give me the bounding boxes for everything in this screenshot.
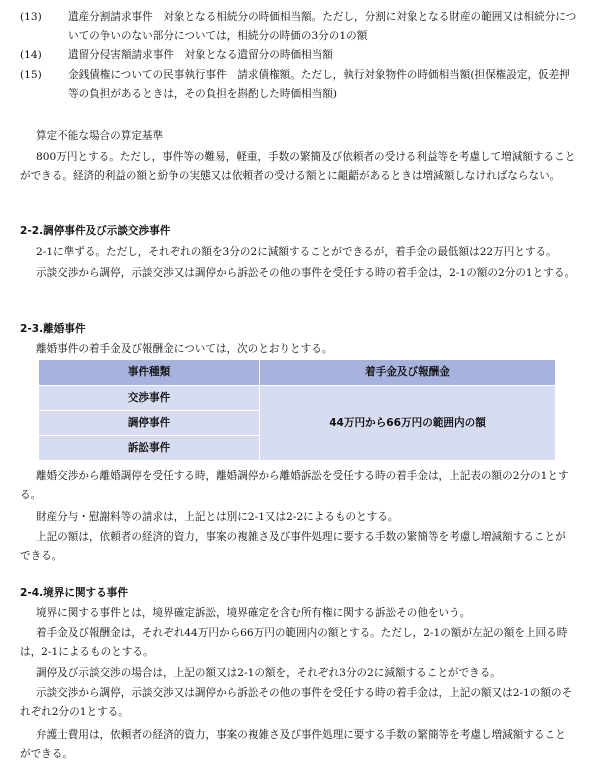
paragraph: 調停及び示談交渉の場合は，上記の額又は2-1の額を，それぞれ3分の2に減額することができる。 (36, 667, 501, 679)
paragraph: 離婚交渉から離婚調停を受任する時，離婚調停から離婚訴訟を受任する時の着手金は，上記表の額の2分の1とする。 (20, 470, 569, 501)
table-header-case-type: 事件種類 (39, 360, 260, 386)
section-heading-2-3: 2-3.離婚事件 (20, 323, 86, 335)
item-number: (15) (20, 69, 42, 81)
item-text: 遺留分侵害額請求事件 対象となる遺留分の時価相当額 (68, 49, 333, 61)
table-cell-case-type: 交渉事件 (39, 386, 260, 411)
table-cell-case-type: 訴訟事件 (39, 436, 260, 461)
paragraph: 財産分与・慰謝料等の請求は，上記とは別に2-1又は2-2によるものとする。 (36, 511, 399, 523)
paragraph: 境界に関する事件とは，境界確定訴訟，境界確定を含む所有権に関する訴訟その他をいう。 (36, 607, 471, 619)
table-cell-case-type: 調停事件 (39, 411, 260, 436)
paragraph: 離婚事件の着手金及び報酬金については，次のとおりとする。 (36, 343, 333, 355)
table-header-fee: 着手金及び報酬金 (260, 360, 556, 386)
item-text: 遺産分割請求事件 対象となる相続分の時価相当額。ただし，分割に対象となる財産の範囲又は相続分についての争いのない部分については，相続分の時価の3分の1の額 (68, 11, 577, 42)
paragraph: 2-1に準ずる。ただし，それぞれの額を3分の2に減額することができるが，着手金の最低額は22万円とする。 (36, 246, 557, 258)
table-cell-fee: 44万円から66万円の範囲内の額 (260, 386, 556, 461)
unassessable-text: 800万円とする。ただし，事件等の難易，軽重，手数の繁簡及び依頼者の受ける利益等を考慮して増減額することができる。経済的利益の額と紛争の実態又は依頼者の受ける額とに齟齬があるときは増減額しなければならない。 (20, 151, 576, 182)
paragraph: 示談交渉から調停，示談交渉又は調停から訴訟その他の事件を受任する時の着手金は，2-1の額の2分の1とする。 (36, 267, 576, 279)
paragraph: 上記の額は，依頼者の経済的資力，事案の複雑さ及び事件処理に要する手数の繁簡等を考慮し増減額することができる。 (20, 531, 566, 562)
section-heading-2-2: 2-2.調停事件及び示談交渉事件 (20, 225, 171, 237)
fee-table (38, 359, 556, 461)
table-row (39, 386, 556, 411)
item-text: 金銭債権についての民事執行事件 請求債権額。ただし，執行対象物件の時価相当額(担保権設定，仮差押等の負担があるときは，その負担を斟酌した時価相当額) (68, 69, 570, 100)
paragraph: 示談交渉から調停，示談交渉又は調停から訴訟その他の事件を受任する時の着手金は，上記の額又は2-1の額のそれぞれ2分の1とする。 (20, 687, 573, 718)
unassessable-label: 算定不能な場合の算定基準 (36, 130, 164, 142)
paragraph: 着手金及び報酬金は，それぞれ44万円から66万円の範囲内の額とする。ただし，2-1の額が左記の額を上回る時は，2-1によるものとする。 (20, 627, 568, 658)
item-number: (13) (20, 11, 42, 23)
paragraph: 弁護士費用は，依頼者の経済的資力，事案の複雑さ及び事件処理に要する手数の繁簡等を考慮し増減額することができる。 (20, 729, 566, 760)
section-heading-2-4: 2-4.境界に関する事件 (20, 587, 128, 599)
item-number: (14) (20, 49, 42, 61)
